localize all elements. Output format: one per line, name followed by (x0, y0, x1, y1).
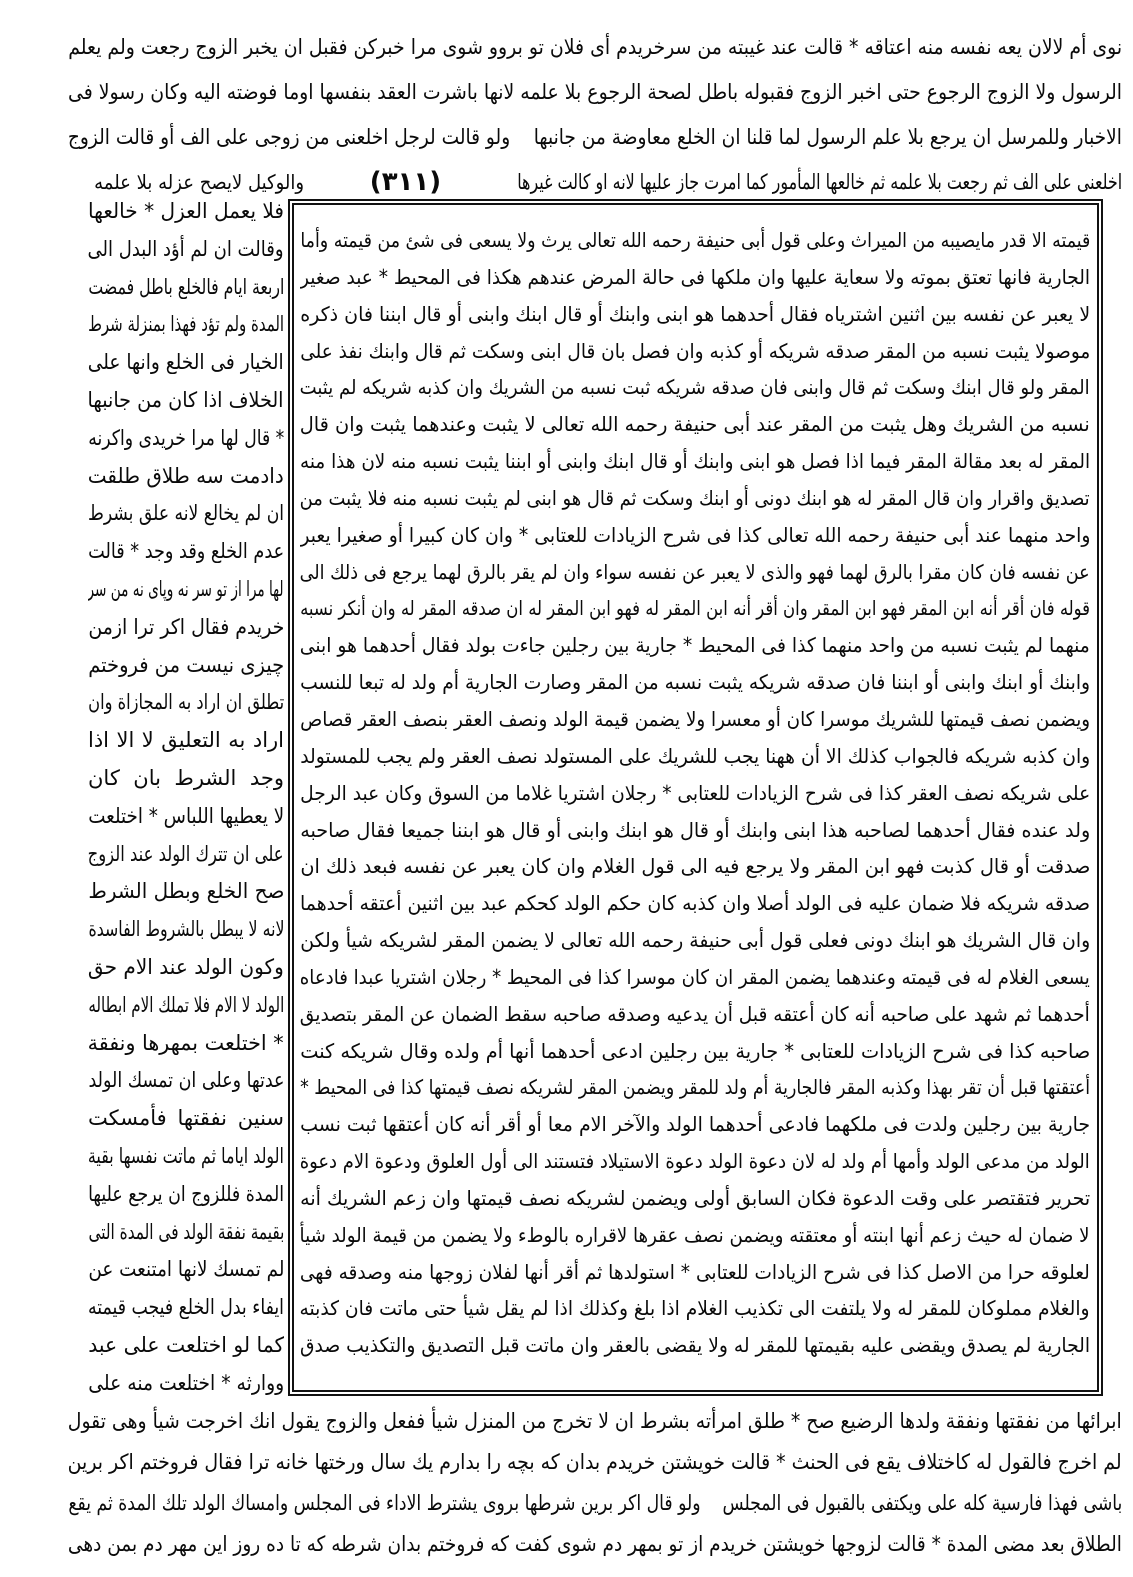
main-text-line: الجارية فانها تعتق بموته ولا سعاية عليها وان ملكها فى حالة المرض عندهم هكذا فى المحيط * عبد صغير (300, 264, 1090, 289)
top-text-line: نوى أم لالان يعه نفسه منه اعتاقه * قالت عند غيبته من سرخريدم أى فلان تو بروو شوى مرا خبركن فقبل ان يخبر الزوج رجعت ولم يعلم (68, 35, 1122, 59)
margin-note-line: لا يعطيها اللباس * اختلعت (88, 803, 284, 828)
margin-note-line: بقيمة نفقة الولد فى المدة التى (88, 1219, 284, 1244)
bottom-text-line: ابرائها من نفقتها ونفقة ولدها الرضيع صح * طلق امرأته بشرط ان لا تخرج من المنزل شيأ ففعل والزوج يقول انك اخرجت شيأ وهى تقول (68, 1409, 1122, 1433)
main-text-line: موصولا يثبت نسبه من المقر صدقه شريكه أو كذبه وان فصل بان قال ابنى وسكت ثم قال وابنك نفذ على (300, 338, 1090, 363)
margin-note-line: اربعة ايام فالخلع باطل فمضت (88, 274, 284, 299)
top-text-line: الاخبار وللمرسل ان يرجع بلا علم الرسول لما قلنا ان الخلع معاوضة من جانبها ولو قالت لرجل اخلعنى من زوجى على الف أو قالت الزوج (68, 125, 1122, 149)
bottom-text-line: الطلاق بعد مضى المدة * قالت لزوجها خويشتن خريدم از تو بمهر دم شوى كفت كه فروختم بدان شرطه كه تا ده روز اين مهر دم بمن دهى (68, 1532, 1122, 1556)
margin-note-line: ان لم يخالع لانه علق بشرط (88, 501, 284, 526)
main-text-line: الجارية لم يصدق ويقضى عليه بقيمتها للمقر له ولا يقضى بالعقر وان ماتت قبل التصديق والتكذيب صدق (300, 1333, 1090, 1358)
margin-note-line: عدم الخلع وقد وجد * قالت (88, 539, 284, 564)
main-text-line: جارية بين رجلين ولدت فى ملكهما فادعى أحدهما الولد والآخر الام معا أو أقر أنه كان أعتقها ثبت نسب (300, 1112, 1090, 1137)
main-text-line: واحد منهما عند أبى حنيفة رحمه الله تعالى كذا فى شرح الزيادات للعتابى * وان كان كبيرا أو صغيرا يعبر (300, 522, 1090, 547)
main-text-line: صدقه شريكه فلا ضمان عليه فى الولد أصلا وان كذبه كان حكم الولد كحكم عبد بين اثنين أعتقه أحدهما (300, 891, 1090, 916)
main-text-line: وابنك أو ابنك وابنى أو ابننا فان صدقه شريكه يثبت نسبه من المقر وصارت الجارية أم ولد له تبعا للنسب (300, 670, 1090, 695)
bottom-text-block (68, 1401, 1122, 1565)
main-text-line: يسعى الغلام له فى قيمته وعندهما يضمن المقر ان كان موسرا كذا فى المحيط * رجلان اشتريا عبدا فادعاه (300, 964, 1090, 989)
main-text-line: ويضمن نصف قيمتها للشريك موسرا كان أو معسرا ولا يضمن قيمة الولد ونصف العقر بنصف العقر قصاص (300, 706, 1090, 731)
main-text-line: وان كذبه شريكه فالجواب كذلك الا أن ههنا يجب للشريك على المستولد نصف العقر ولم يجب للمستولد (300, 743, 1090, 768)
main-text-line: والغلام مملوكان للمقر له ولا يلتفت الى تكذيب الغلام اذا بلغ وكذلك اذا لم يقل شيأ حتى ماتت فان كذبته (300, 1296, 1090, 1321)
margin-note-line: چيزى نيست من فروختم (88, 652, 284, 677)
main-text-line: تصديق واقرار وان قال المقر له هو ابنك دونى أو ابنك وسكت ثم قال هو ابنى لم يثبت نسبه منه فلا يثبت من (300, 485, 1090, 510)
margin-note-line: كما لو اختلعت على عبد (88, 1332, 284, 1357)
main-text-line: نسبه من الشريك وهل يثبت من المقر عند أبى حنيفة رحمه الله تعالى لا يثبت وعندهما يثبت وان قال (300, 412, 1090, 437)
margin-note-line: وجد الشرط بان كان (88, 765, 284, 790)
main-text-line: قيمته الا قدر مايصيبه من الميراث وعلى قول أبى حنيفة رحمه الله تعالى يرث ولا يسعى فى شئ من قيمته وأما (300, 228, 1090, 252)
bottom-text-line: باشى فهذا فارسية كله على ويكتفى بالقبول فى المجلس ولو قال اكر برين شرطها بروى يشترط الاداء فى المجلس وامساك الولد تلك المدة ثم يقع (68, 1491, 1122, 1515)
margin-note-line: الولد اياما ثم ماتت نفسها بقية (88, 1143, 284, 1168)
main-text-line: لا ضمان له حيث زعم أنها ابنته أو معتقته ويضمن نصف عقرها لاقراره بالوطء ولا يضمن من قيمة الولد شيأ (300, 1222, 1090, 1247)
margin-note-line: ايفاء بدل الخلع فيجب قيمته (88, 1295, 284, 1320)
margin-note-line: على ان تترك الولد عند الزوج (88, 841, 284, 866)
margin-note-line: عدتها وعلى ان تمسك الولد (88, 1068, 284, 1093)
main-text-line: صدقت أو قال كذبت فهو ابن المقر ولا يرجع فيه الى قول الغلام وان كان يعبر عن نفسه فبعد ذلك ان (300, 854, 1090, 879)
page-number: (٣١١) (369, 167, 442, 197)
margin-note-line: وكون الولد عند الام حق (88, 954, 284, 979)
margin-note-line: تطلق ان اراد به المجازاة وان (88, 690, 284, 715)
main-text-line: ولد عنده فقال أحدهما لصاحبه هذا ابنى وابنك أو قال هو ابنك وابنى أو قال هو ابننا جميعا فقال صاحبه (300, 817, 1090, 842)
main-text-line: قوله فان أقر أنه ابن المقر فهو ابن المقر وان أقر أنه ابن المقر له فهو ابن المقر له ان صدقه المقر له وان أنكر نسبه (300, 596, 1090, 621)
margin-note-line: لانه لا يبطل بالشروط الفاسدة (88, 917, 284, 942)
main-text-line: صاحبه كذا فى شرح الزيادات للعتابى * جارية بين رجلين ادعى أحدهما أنها أم ولده وقال شريكه كنت (300, 1038, 1090, 1063)
main-text-line: لا يعبر عن نفسه بين اثنين اشترياه فقال أحدهما هو ابنى وابنك أو قال ابنك وابنى أو قال ابننا فان ذكره (300, 301, 1090, 326)
top-text-line: الرسول ولا الزوج الرجوع حتى اخبر الزوج فقبوله باطل لصحة الرجوع بلا علمه لانها باشرت العقد بنفسها اوما فوضته اليه وكان رسولا فى (68, 80, 1122, 104)
margin-note-line: الولد لا الام فلا تملك الام ابطاله (88, 992, 284, 1017)
margin-note-line: خريدم فقال اكر ترا ازمن (88, 614, 284, 639)
margin-note-line: لها مرا از تو سر نه وپاى نه من سر (88, 576, 284, 601)
main-text-block (300, 222, 1090, 1364)
margin-note-line: لم تمسك لانها امتنعت عن (88, 1257, 284, 1282)
margin-note-line: اراد به التعليق لا الا اذا (88, 728, 284, 753)
margin-note-line: دادمت سه طلاق طلقت (88, 463, 284, 488)
margin-note-line: فلا يعمل العزل * خالعها (88, 199, 284, 223)
margin-notes-column (88, 193, 284, 1403)
margin-note-line: المدة فللزوج ان يرجع عليها (88, 1181, 284, 1206)
margin-note-line: الخلاف اذا كان من جانبها (88, 387, 284, 412)
main-text-line: أعتقتها قبل أن تقر بهذا وكذبه المقر فالجارية أم ولد للمقر ويضمن المقر لشريكه نصف قيمتها كذا فى المحيط * (300, 1075, 1090, 1100)
main-text-line: على شريكه نصف العقر كذا فى شرح الزيادات للعتابى * رجلان اشتريا غلاما من السوق وكان عبد الرجل (300, 780, 1090, 805)
margin-note-line: سنين نفقتها فأمسكت (88, 1106, 284, 1131)
margin-note-line: ووارثه * اختلعت منه على (88, 1370, 284, 1395)
margin-note-line: * قال لها مرا خريدى واكرنه (88, 425, 284, 450)
main-text-line: المقر له بعد مقالة المقر فيما اذا فصل هو ابنى وابنك أو قال ابنك وابنى أو ابننا يثبت نسبه منه لان هذا منه (300, 449, 1090, 474)
top-text-line: اخلعنى على الف ثم رجعت بلا علمه ثم خالعها المأمور كما امرت جاز عليها لانه او كالت غيرها (517, 170, 1122, 194)
main-text-line: وان قال الشريك هو ابنك دونى فعلى قول أبى حنيفة رحمه الله تعالى لا يضمن المقر لشريكه شيأ ولكن (300, 928, 1090, 953)
margin-note-heading: والوكيل لايصح عزله بلا علمه (94, 170, 304, 194)
main-text-line: لعلوقه حرا من الاصل كذا فى شرح الزيادات للعتابى * استولدها ثم أقر أنها لفلان زوجها منه وصدقه فهى (300, 1259, 1090, 1284)
main-text-line: المقر ولو قال ابنك وسكت ثم قال وابنى فان صدقه شريكه ثبت نسبه من الشريك وان كذبه شريكه لم يثبت (300, 375, 1090, 400)
main-text-line: عن نفسه فان كان مقرا بالرق لهما فهو والذى لا يعبر عن نفسه سواء وان لم يقر بالرق لهما يرجع فى ذلك الى (300, 559, 1090, 584)
margin-note-line: الخيار فى الخلع وانها على (88, 350, 284, 375)
bottom-text-line: لم اخرج فالقول له كاختلاف يقع فى الحنث * قالت خويشتن خريدم بدان كه بچه را بدارم يك سال ورختها خانه ترا فقال فروختم اكر برين (68, 1450, 1122, 1474)
main-text-line: أحدهما ثم شهد على صاحبه أنه كان أعتقه قبل أن يدعيه وصدقه صاحبه سقط الضمان عن المقر بتصديق (300, 1001, 1090, 1026)
main-text-line: الولد من مدعى الولد وأمها أم ولد له لان دعوة الولد دعوة الاستيلاد فتستند الى أول العلوق ودعوة الام دعوة (300, 1149, 1090, 1174)
margin-note-line: وقالت ان لم أؤد البدل الى (88, 236, 284, 261)
main-text-line: منهما لم يثبت نسبه من واحد منهما كذا فى المحيط * جارية بين رجلين جاءت بولد فقال أحدهما هو ابنى (300, 633, 1090, 658)
margin-note-line: صح الخلع وبطل الشرط (88, 879, 284, 904)
margin-note-line: المدة ولم تؤد فهذا بمنزلة شرط (88, 312, 284, 337)
main-text-line: تحرير فتقتصر على وقت الدعوة فكان السابق أولى ويضمن لشريكه نصف قيمتها وان زعم الشريك أنه (300, 1185, 1090, 1210)
margin-note-line: * اختلعت بمهرها ونفقة (88, 1030, 284, 1055)
top-text-block (68, 25, 1122, 160)
